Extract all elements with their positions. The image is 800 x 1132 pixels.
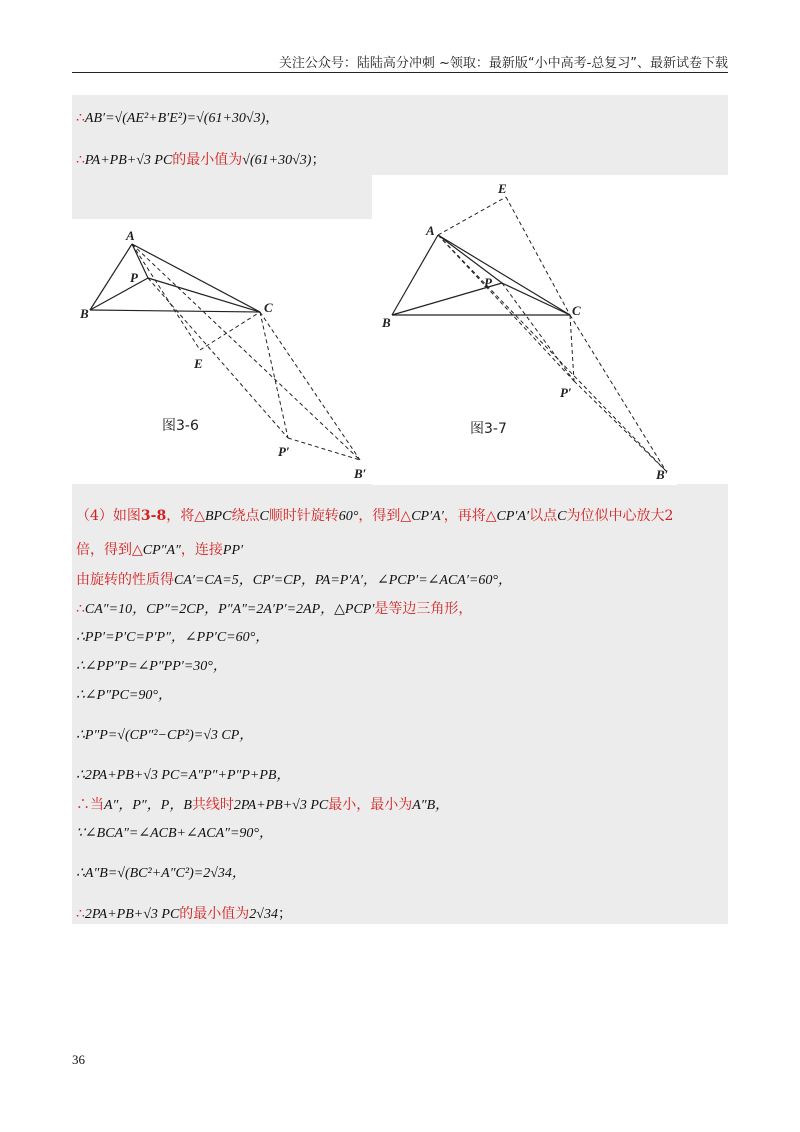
caption-3-7: 图3-7 — [470, 421, 507, 437]
label-P-prime: P′ — [278, 444, 290, 459]
part4-line1: （4）如图3-8，将△BPC绕点C顺时针旋转60°，得到△CP′A′，再将△CP′A′以点C为位似中心放大2 — [76, 508, 674, 524]
part4-line7: ∴∠P″PC=90°， — [76, 688, 172, 703]
label-A: A — [126, 228, 135, 243]
part4-line13: ∴2PA+PB+√3 PC的最小值为2√34； — [76, 906, 292, 922]
part4-line8: ∴P″P=√(CP″²−CP²)=√3 CP， — [76, 728, 254, 743]
label-P: P — [130, 270, 138, 285]
part4-line3: 由旋转的性质得CA′=CA=5，CP′=CP，PA=P′A′，∠PCP′=∠ACA′=60°， — [76, 572, 512, 588]
part4-line9: ∴2PA+PB+√3 PC=A″P″+P″P+PB， — [76, 768, 291, 783]
part4-line11: ∵∠BCA″=∠ACB+∠ACA″=90°， — [76, 826, 274, 841]
figure-3-7 — [372, 175, 677, 485]
label-B-prime: B′ — [354, 466, 367, 481]
header-rule — [72, 72, 728, 73]
label-E: E — [498, 181, 507, 196]
label-B: B — [382, 315, 391, 330]
label-B: B — [80, 306, 89, 321]
part4-line5: ∴PP′=P′C=P′P″，∠PP′C=60°， — [76, 630, 270, 645]
part4-line2: 倍，得到△CP″A″，连接PP′ — [76, 542, 244, 558]
gray-block-mid — [72, 175, 372, 219]
part4-line6: ∴∠PP″P=∠P″PP′=30°， — [76, 659, 227, 674]
figure-3-6 — [72, 220, 372, 484]
line-ab-prime: ∴AB′=√(AE²+B′E²)=√(61+30√3)， — [76, 110, 280, 126]
label-B-prime: B′ — [656, 467, 669, 482]
label-P-prime: P′ — [560, 385, 572, 400]
line-min-value: ∴PA+PB+√3 PC的最小值为√(61+30√3)； — [76, 152, 326, 168]
label-C: C — [264, 300, 273, 315]
part4-line10: ∴当A″，P″，P，B共线时2PA+PB+√3 PC最小，最小为A″B， — [76, 797, 450, 813]
caption-3-6: 图3-6 — [162, 418, 199, 434]
part4-line4: ∴CA″=10，CP″=2CP，P″A″=2A′P′=2AP，△PCP′是等边三角形， — [76, 601, 473, 617]
label-C: C — [572, 303, 581, 318]
label-P: P — [484, 275, 492, 290]
label-A: A — [426, 223, 435, 238]
page-header: 关注公众号：陆陆高分冲刺 ~领取：最新版“小中高考-总复习”、最新试卷下载 — [278, 56, 728, 71]
part4-line12: ∴A″B=√(BC²+A″C²)=2√34， — [76, 866, 246, 881]
page-number: 36 — [72, 1052, 85, 1067]
label-E: E — [194, 356, 203, 371]
